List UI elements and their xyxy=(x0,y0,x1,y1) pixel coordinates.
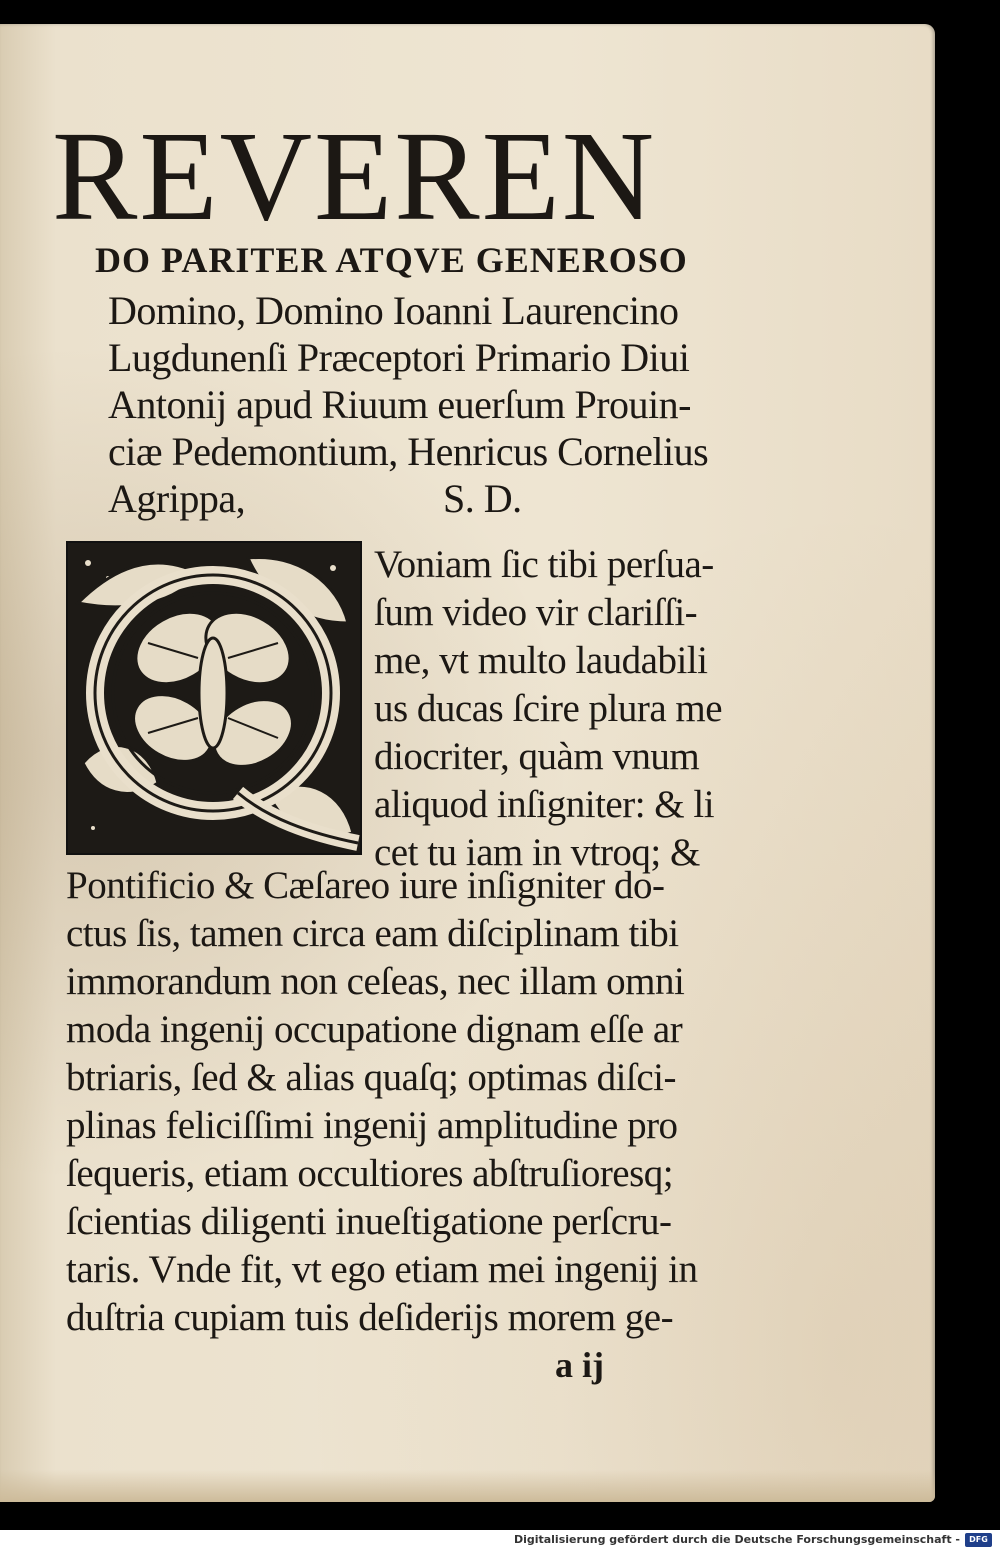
body-line: btriaris, ſed & alias quaſq; optimas diſci- xyxy=(66,1056,676,1099)
body-line: ſequeris, etiam occultiores abſtruſioresq; xyxy=(66,1152,674,1195)
page-bottom-edge xyxy=(0,1470,935,1502)
dedication-line: Lugdunenſi Præceptori Primario Diui xyxy=(108,335,690,380)
full-width-paragraph-lines xyxy=(66,862,761,1342)
body-line: cet tu iam in vtroq; & xyxy=(374,831,700,874)
dfg-logo[interactable]: DFG xyxy=(965,1533,992,1547)
wrapped-paragraph-lines xyxy=(374,541,759,877)
dedication-greeting: S. D. xyxy=(443,476,522,521)
body-line: duſtria cupiam tuis deſiderijs morem ge- xyxy=(66,1296,674,1339)
page-subheading: DO PARITER ATQVE GENEROSO xyxy=(95,240,688,280)
footer-bar xyxy=(0,1530,1000,1551)
dedication-line: Antonij apud Riuum euerſum Prouin- xyxy=(108,382,691,427)
body-line: diocriter, quàm vnum xyxy=(374,735,700,778)
body-line: Voniam ſic tibi perſua- xyxy=(374,543,714,586)
body-line: ctus ſis, tamen circa eam diſciplinam tibi xyxy=(66,912,679,955)
body-line: moda ingenij occupatione dignam eſſe ar xyxy=(66,1008,683,1051)
dedication-line: ciæ Pedemontium, Henricus Cornelius xyxy=(108,429,709,474)
body-line: immorandum non ceſeas, nec illam omni xyxy=(66,960,685,1003)
body-line: taris. Vnde fit, vt ego etiam mei ingenij in xyxy=(66,1248,698,1291)
body-line: Pontificio & Cæſareo iure inſigniter do- xyxy=(66,864,665,907)
page-heading: REVEREN xyxy=(52,105,657,247)
decorated-initial-q xyxy=(66,541,362,855)
dedication-block xyxy=(108,287,763,522)
body-line: ſum video vir clariſſi- xyxy=(374,591,698,634)
dedication-name: Agrippa, xyxy=(108,476,246,521)
dedication-closing-line xyxy=(108,475,763,522)
body-line: us ducas ſcire plura me xyxy=(374,687,723,730)
body-line: ſcientias diligenti inueſtigatione perſcru- xyxy=(66,1200,672,1243)
body-line: me, vt multo laudabili xyxy=(374,639,708,682)
decorated-initial-q-art xyxy=(68,543,360,853)
dedication-line: Domino, Domino Ioanni Laurencino xyxy=(108,288,679,333)
signature-mark: a ij xyxy=(555,1345,604,1385)
body-line: aliquod inſigniter: & li xyxy=(374,783,715,826)
body-line: plinas feliciſſimi ingenij amplitudine pro xyxy=(66,1104,678,1147)
funding-credit: Digitalisierung gefördert durch die Deutsche Forschungsgemeinschaft - xyxy=(513,1533,960,1546)
